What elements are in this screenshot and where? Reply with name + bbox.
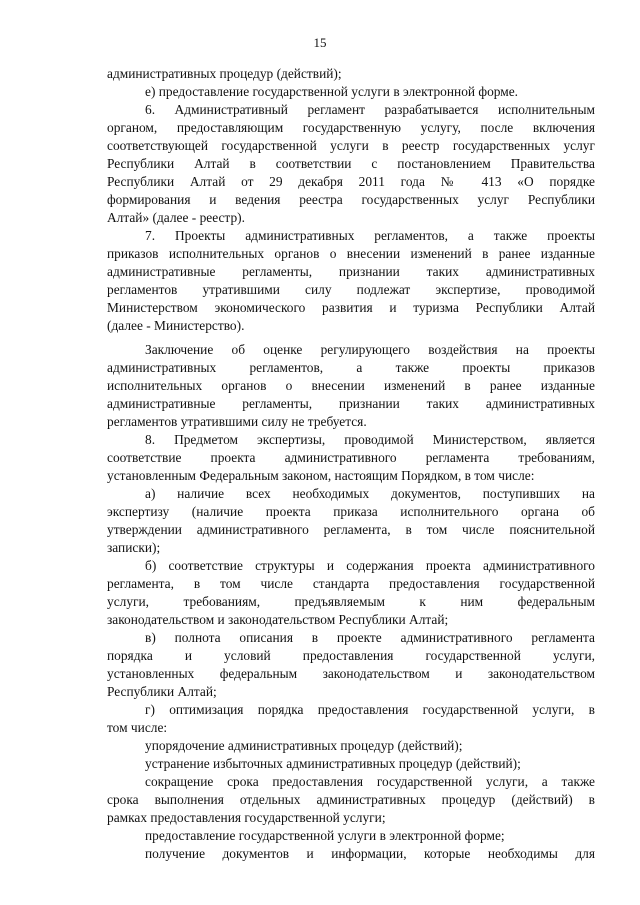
text-line: регламентов утратившими силу подлежат экспертизе, проводимой xyxy=(107,282,595,297)
text-line: а) наличие всех необходимых документов, поступивших на xyxy=(145,486,595,501)
text-line: Заключение об оценке регулирующего воздействия на проекты xyxy=(145,342,595,357)
text-line: Алтай» (далее - реестр). xyxy=(107,210,245,225)
text-line: установленным Федеральным законом, настоящим Порядком, в том числе: xyxy=(107,468,535,483)
text-line: Республики Алтай в соответствии с постановлением Правительства xyxy=(107,156,595,171)
text-line: в) полнота описания в проекте административного регламента xyxy=(145,630,595,645)
text-line: 7. Проекты административных регламентов, а также проекты xyxy=(145,228,595,243)
text-line: регламента, в том числе стандарта предоставления государственной xyxy=(107,576,595,591)
document-body xyxy=(107,65,595,863)
text-line: получение документов и информации, которые необходимы для xyxy=(145,846,595,861)
text-line: установленных федеральным законодательством и законодательством xyxy=(107,666,595,681)
text-line: утверждении административного регламента, в том числе пояснительной xyxy=(107,522,595,537)
text-line: услуги, требованиям, предъявляемым к ним федеральным xyxy=(107,594,595,609)
text-line: г) оптимизация порядка предоставления государственной услуги, в xyxy=(145,702,595,717)
text-line: 6. Административный регламент разрабатывается исполнительным xyxy=(145,102,595,117)
text-line: административные регламенты, признании таких административных xyxy=(107,264,595,279)
text-line: соответствующей государственной услуги в реестр государственных услуг xyxy=(107,138,595,153)
text-line: е) предоставление государственной услуги в электронной форме. xyxy=(145,84,519,99)
text-line: сокращение срока предоставления государственной услуги, а также xyxy=(145,774,595,789)
text-line: формирования и ведения реестра государственных услуг Республики xyxy=(107,192,595,207)
text-line: б) соответствие структуры и содержания проекта административного xyxy=(145,558,595,573)
text-line: том числе: xyxy=(107,720,168,735)
text-line: порядка и условий предоставления государственной услуги, xyxy=(107,648,595,663)
page-number: 15 xyxy=(313,35,327,50)
text-line: Министерством экономического развития и туризма Республики Алтай xyxy=(107,300,595,315)
text-line: исполнительных органов о внесении изменений в ранее изданные xyxy=(107,378,595,393)
text-line: законодательством и законодательством Республики Алтай; xyxy=(107,612,449,627)
text-line: рамках предоставления государственной услуги; xyxy=(107,810,386,825)
text-line: экспертизу (наличие проекта приказа исполнительного органа об xyxy=(107,504,595,519)
text-line: устранение избыточных административных процедур (действий); xyxy=(145,756,521,771)
text-line: регламентов утратившими силу не требуется. xyxy=(107,414,367,429)
text-line: 8. Предметом экспертизы, проводимой Министерством, является xyxy=(145,432,595,447)
text-line: (далее - Министерство). xyxy=(107,318,245,333)
text-line: административных регламентов, а также проекты приказов xyxy=(107,360,595,375)
text-line: срока выполнения отдельных административных процедур (действий) в xyxy=(107,792,595,807)
text-line: Республики Алтай от 29 декабря 2011 года № 413 «О порядке xyxy=(107,174,595,189)
text-line: органом, предоставляющим государственную услугу, после включения xyxy=(107,120,595,135)
text-line: Республики Алтай; xyxy=(107,684,217,699)
text-line: приказов исполнительных органов о внесении изменений в ранее изданные xyxy=(107,246,595,261)
text-line: записки); xyxy=(107,540,161,555)
text-line: упорядочение административных процедур (действий); xyxy=(145,738,463,753)
text-line: предоставление государственной услуги в электронной форме; xyxy=(145,828,505,843)
text-line: соответствие проекта административного регламента требованиям, xyxy=(107,450,595,465)
text-line: административных процедур (действий); xyxy=(107,66,342,81)
text-line: административные регламенты, признании таких административных xyxy=(107,396,595,411)
